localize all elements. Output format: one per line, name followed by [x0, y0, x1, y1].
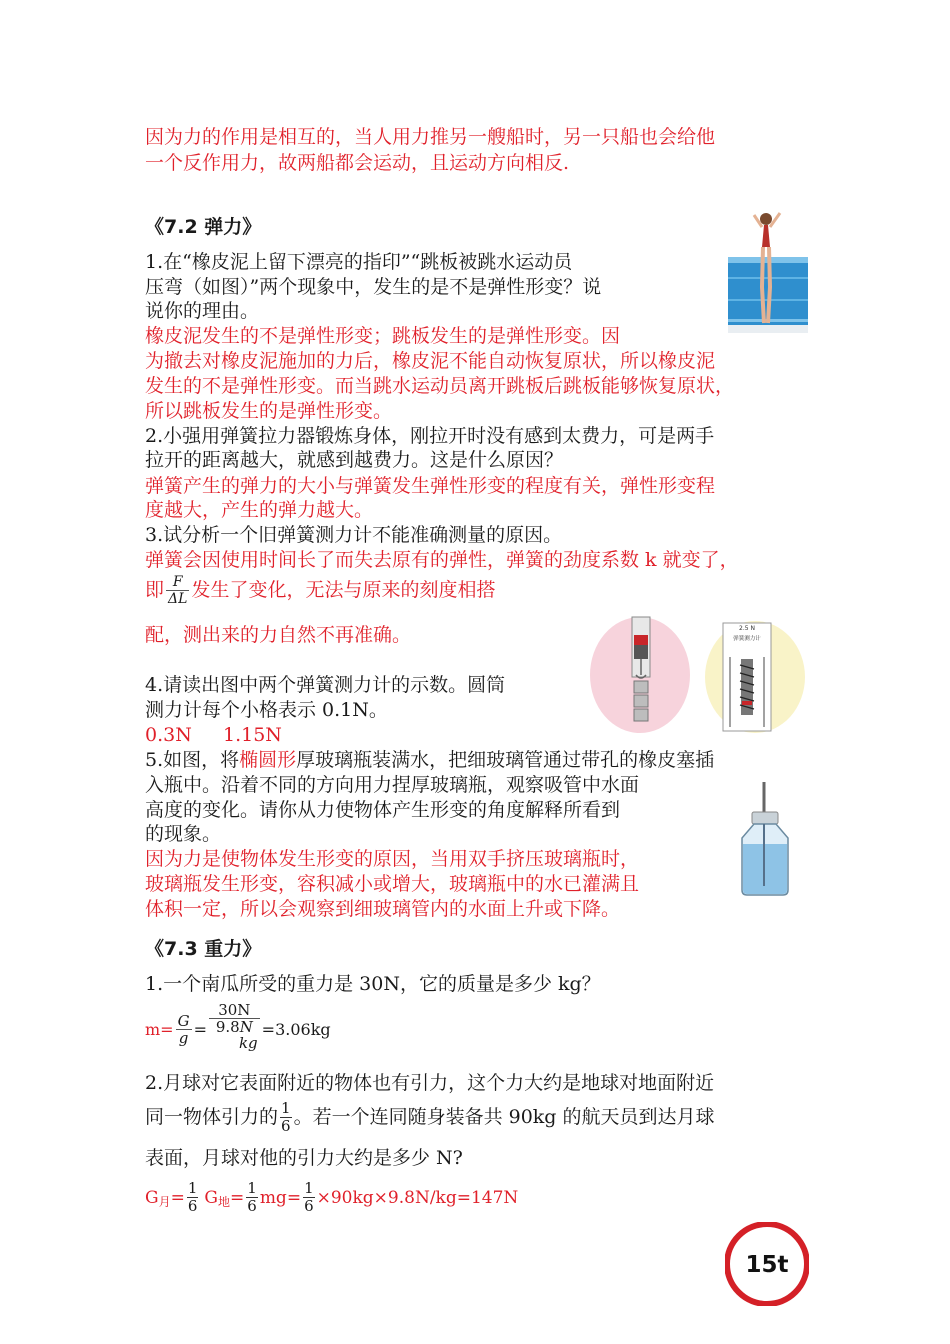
g-earth: G	[204, 1187, 218, 1208]
a2-7-3-formula	[145, 1180, 518, 1215]
intro-answer-line-1: 因为力的作用是相互的，当人用力推另一艘船时，另一只船也会给他	[145, 126, 716, 148]
g-denominator: g	[178, 1029, 189, 1047]
q3-7-2-line-1: 3.试分析一个旧弹簧测力计不能准确测量的原因。	[145, 524, 563, 546]
a3-prefix: 即	[145, 579, 165, 601]
section-heading-7-2: 《7.2 弹力》	[145, 216, 262, 238]
a2-7-2-line-1: 弹簧产生的弹力的大小与弹簧发生弹性形变的程度有关，弹性形变程	[145, 475, 716, 497]
q1-7-3-formula	[145, 1002, 331, 1057]
q2-7-2-line-2: 拉开的距离越大，就感到越费力。这是什么原因？	[145, 449, 564, 471]
q4-7-2-line-2: 测力计每个小格表示 0.1N。	[145, 699, 388, 721]
gravity-unit-n: N	[239, 1018, 253, 1036]
q2-7-3-line-1: 2.月球对它表面附近的物体也有引力，这个力大约是地球对地面附近	[145, 1072, 715, 1094]
q2-pre: 同一物体引力的	[145, 1106, 279, 1128]
a3-suffix: 发生了变化，无法与原来的刻度相搭	[191, 579, 496, 601]
moon-subscript: 月	[158, 1195, 171, 1209]
q5-7-2-line-4: 的现象。	[145, 823, 222, 845]
a3-7-2-line-1: 弹簧会因使用时间长了而失去原有的弹性，弹簧的劲度系数 k 就变了，	[145, 549, 739, 571]
g-moon: G	[145, 1187, 159, 1208]
q5-pre: 5.如图，将	[145, 749, 240, 771]
page-number-badge	[725, 1222, 809, 1306]
a1-7-2-line-4: 所以跳板发生的是弹性形变。	[145, 400, 393, 422]
one-sixth-c	[303, 1180, 315, 1215]
q1-7-3-line-1: 1.一个南瓜所受的重力是 30N，它的质量是多少 kg？	[145, 973, 601, 995]
a3-7-2-line-3: 配，测出来的力自然不再准确。	[145, 624, 412, 646]
equals-sign: =	[193, 1020, 207, 1039]
eq-2: =	[230, 1187, 245, 1208]
a4-7-2-answer-2: 1.15N	[223, 724, 282, 746]
diver-image	[728, 207, 808, 333]
earth-subscript: 地	[218, 1195, 231, 1209]
one-sixth-num: 1	[281, 1099, 291, 1117]
weight-result: ×90kg×9.8N/kg=147N	[316, 1187, 519, 1208]
q1-7-2-line-3: 说你的理由。	[145, 300, 260, 322]
force-numerator: 30N	[209, 1002, 260, 1019]
spring-scales-image	[590, 615, 805, 733]
one-sixth-b	[246, 1180, 258, 1215]
one-sixth-den: 6	[281, 1117, 291, 1135]
q1-7-2-line-1: 1.在“橡皮泥上留下漂亮的指印”“跳板被跳水运动员	[145, 251, 573, 273]
q5-red-word: 椭圆形	[239, 749, 297, 771]
gravity-value: 9.8	[215, 1018, 240, 1036]
gauge-name-label: 弹簧测力计	[733, 636, 761, 642]
a5-7-2-line-1: 因为力是使物体发生形变的原因，当用双手挤压玻璃瓶时，	[145, 848, 640, 870]
q2-7-3-line-3: 表面，月球对他的引力大约是多少 N?	[145, 1147, 463, 1169]
mass-lhs: m=	[145, 1020, 174, 1039]
one-sixth-a-num: 1	[187, 1179, 198, 1197]
fraction-denominator: ΔL	[168, 591, 188, 607]
q5-7-2-line-3: 高度的变化。请你从力使物体产生形变的角度解释所看到	[145, 799, 621, 821]
f-over-delta-l-fraction	[166, 574, 189, 607]
a5-7-2-line-2: 玻璃瓶发生形变，容积减小或增大，玻璃瓶中的水已灌满且	[145, 873, 640, 895]
mg-term: mg=	[259, 1187, 302, 1208]
eq-1: =	[170, 1187, 185, 1208]
q5-7-2-line-1	[145, 748, 714, 773]
a1-7-2-line-3: 发生的不是弹性形变。而当跳水运动员离开跳板后跳板能够恢复原状，	[145, 375, 735, 397]
q4-7-2-line-1: 4.请读出图中两个弹簧测力计的示数。圆筒	[145, 674, 506, 696]
g-numerator: G	[177, 1012, 190, 1030]
section-heading-7-3: 《7.3 重力》	[145, 938, 262, 960]
a1-7-2-line-2: 为撤去对橡皮泥施加的力后，橡皮泥不能自动恢复原状，所以橡皮泥	[145, 350, 716, 372]
one-sixth-c-num: 1	[304, 1179, 314, 1197]
a4-7-2-answer-1: 0.3N	[145, 724, 192, 746]
q2-7-3-line-2	[145, 1100, 715, 1135]
a2-7-2-line-2: 度越大，产生的弹力越大。	[145, 499, 374, 521]
q5-7-2-line-2: 入瓶中。沿着不同的方向用力捏厚玻璃瓶，观察吸管中水面	[145, 774, 640, 796]
a1-7-2-line-1: 橡皮泥发生的不是弹性形变；跳板发生的是弹性形变。因	[145, 325, 621, 347]
gravity-denominator	[209, 1019, 260, 1057]
one-sixth-b-den: 6	[247, 1197, 257, 1215]
one-sixth-c-den: 6	[304, 1197, 314, 1215]
one-sixth-b-num: 1	[247, 1179, 257, 1197]
fraction-numerator: F	[166, 574, 189, 591]
page-number-text: 15t	[745, 1252, 789, 1278]
q1-7-2-line-2: 压弯（如图）”两个现象中，发生的是不是弹性形变？说	[145, 276, 602, 298]
q2-7-2-line-1: 2.小强用弹簧拉力器锻炼身体，刚拉开时没有感到太费力，可是两手	[145, 425, 715, 447]
a5-7-2-line-3: 体积一定，所以会观察到细玻璃管内的水面上升或下降。	[145, 898, 621, 920]
gauge-top-label: 2.5 N	[739, 625, 755, 632]
numeric-fraction	[209, 1002, 260, 1057]
intro-answer-line-2: 一个反作用力，故两船都会运动，且运动方向相反.	[145, 152, 570, 174]
a3-7-2-line-2	[145, 574, 495, 607]
one-sixth-fraction	[280, 1100, 292, 1135]
q2-post: 。若一个连同随身装备共 90kg 的航天员到达月球	[293, 1106, 715, 1128]
q5-post: 厚玻璃瓶装满水，把细玻璃管通过带孔的橡皮塞插	[296, 749, 715, 771]
one-sixth-a-den: 6	[187, 1197, 198, 1215]
one-sixth-a	[187, 1180, 199, 1215]
gravity-unit-kg: kg	[238, 1034, 258, 1052]
glass-bottle-image	[736, 782, 794, 897]
g-over-g-fraction	[176, 1013, 192, 1046]
mass-result: =3.06kg	[261, 1020, 331, 1039]
